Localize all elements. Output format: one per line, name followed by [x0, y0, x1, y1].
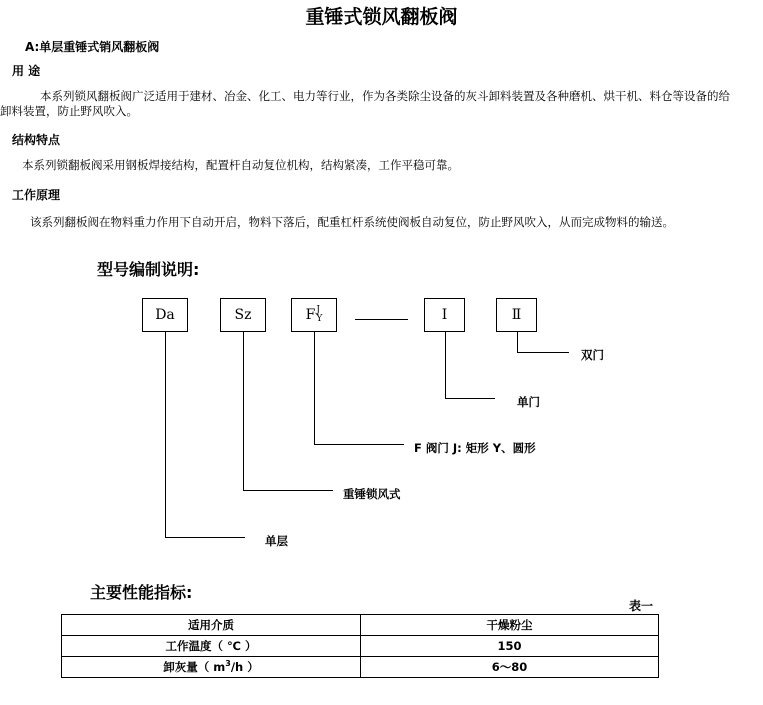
row-label-end: ）	[240, 639, 257, 653]
box-f-main: F	[305, 307, 316, 323]
leader-ii-v	[517, 332, 518, 353]
leader-f-v	[314, 332, 315, 445]
box-i: Ⅰ	[424, 298, 465, 332]
row-label-end: /h ）	[230, 660, 259, 674]
table-row	[62, 636, 659, 657]
row-label: 卸灰量（ m	[163, 660, 226, 674]
table-cell	[62, 657, 361, 678]
page-title: 重锤式锁风翻板阀	[305, 6, 458, 28]
subtitle: A:单层重锤式销风翻板阀	[25, 40, 160, 54]
leader-f-h	[314, 444, 404, 445]
principle-text: 该系列翻板阀在物料重力作用下自动开启，物料下落后，配重杠杆系统使阀板自动复位，防止野风吹入，从而完成物料的输送。	[30, 215, 674, 229]
leader-da-v	[165, 332, 166, 538]
label-i: 单门	[517, 395, 540, 409]
box-da: Da	[142, 298, 188, 332]
label-sz: 重锤锁风式	[343, 487, 401, 501]
structure-heading: 结构特点	[12, 133, 61, 147]
box-f	[291, 298, 337, 332]
use-heading: 用 途	[12, 64, 41, 78]
leader-sz-h	[243, 490, 333, 491]
box-sz: Sz	[220, 298, 266, 332]
table-label: 表一	[629, 599, 654, 613]
label-ii: 双门	[581, 348, 604, 362]
table-row	[62, 615, 659, 636]
leader-ii-h	[517, 352, 569, 353]
table-cell	[62, 636, 361, 657]
leader-i-h	[445, 398, 495, 399]
leader-da-h	[165, 537, 245, 538]
performance-table	[61, 614, 659, 678]
table-cell: 适用介质	[62, 615, 361, 636]
use-text-line2: 卸料装置，防止野风吹入。	[0, 104, 138, 118]
box-ii: Ⅱ	[496, 298, 537, 332]
principle-heading: 工作原理	[12, 188, 61, 202]
table-cell: 干燥粉尘	[361, 615, 659, 636]
use-text-line1: 本系列锁风翻板阀广泛适用于建材、冶金、化工、电力等行业，作为各类除尘设备的灰斗卸料装置及各种磨机、烘干机、料仓等设备的给	[40, 89, 730, 103]
leader-i-v	[445, 332, 446, 399]
box-f-sub: Y	[316, 314, 323, 324]
table-row	[62, 657, 659, 678]
dash-connector	[355, 319, 408, 320]
label-da: 单层	[265, 534, 288, 548]
leader-sz-v	[243, 332, 244, 491]
performance-heading: 主要性能指标:	[90, 583, 193, 602]
row-label: 工作温度（	[165, 639, 228, 653]
table-cell: 150	[361, 636, 659, 657]
model-heading: 型号编制说明:	[97, 260, 200, 279]
structure-text: 本系列锁翻板阀采用钢板焊接结构，配置杆自动复位机构，结构紧凑，工作平稳可靠。	[22, 158, 459, 172]
label-f: F 阀门 J: 矩形 Y、圆形	[414, 441, 536, 455]
row-unit-sup: 3	[225, 659, 231, 669]
box-f-sup: J	[316, 305, 320, 315]
table-cell: 6～80	[361, 657, 659, 678]
row-unit: ℃	[227, 639, 241, 653]
